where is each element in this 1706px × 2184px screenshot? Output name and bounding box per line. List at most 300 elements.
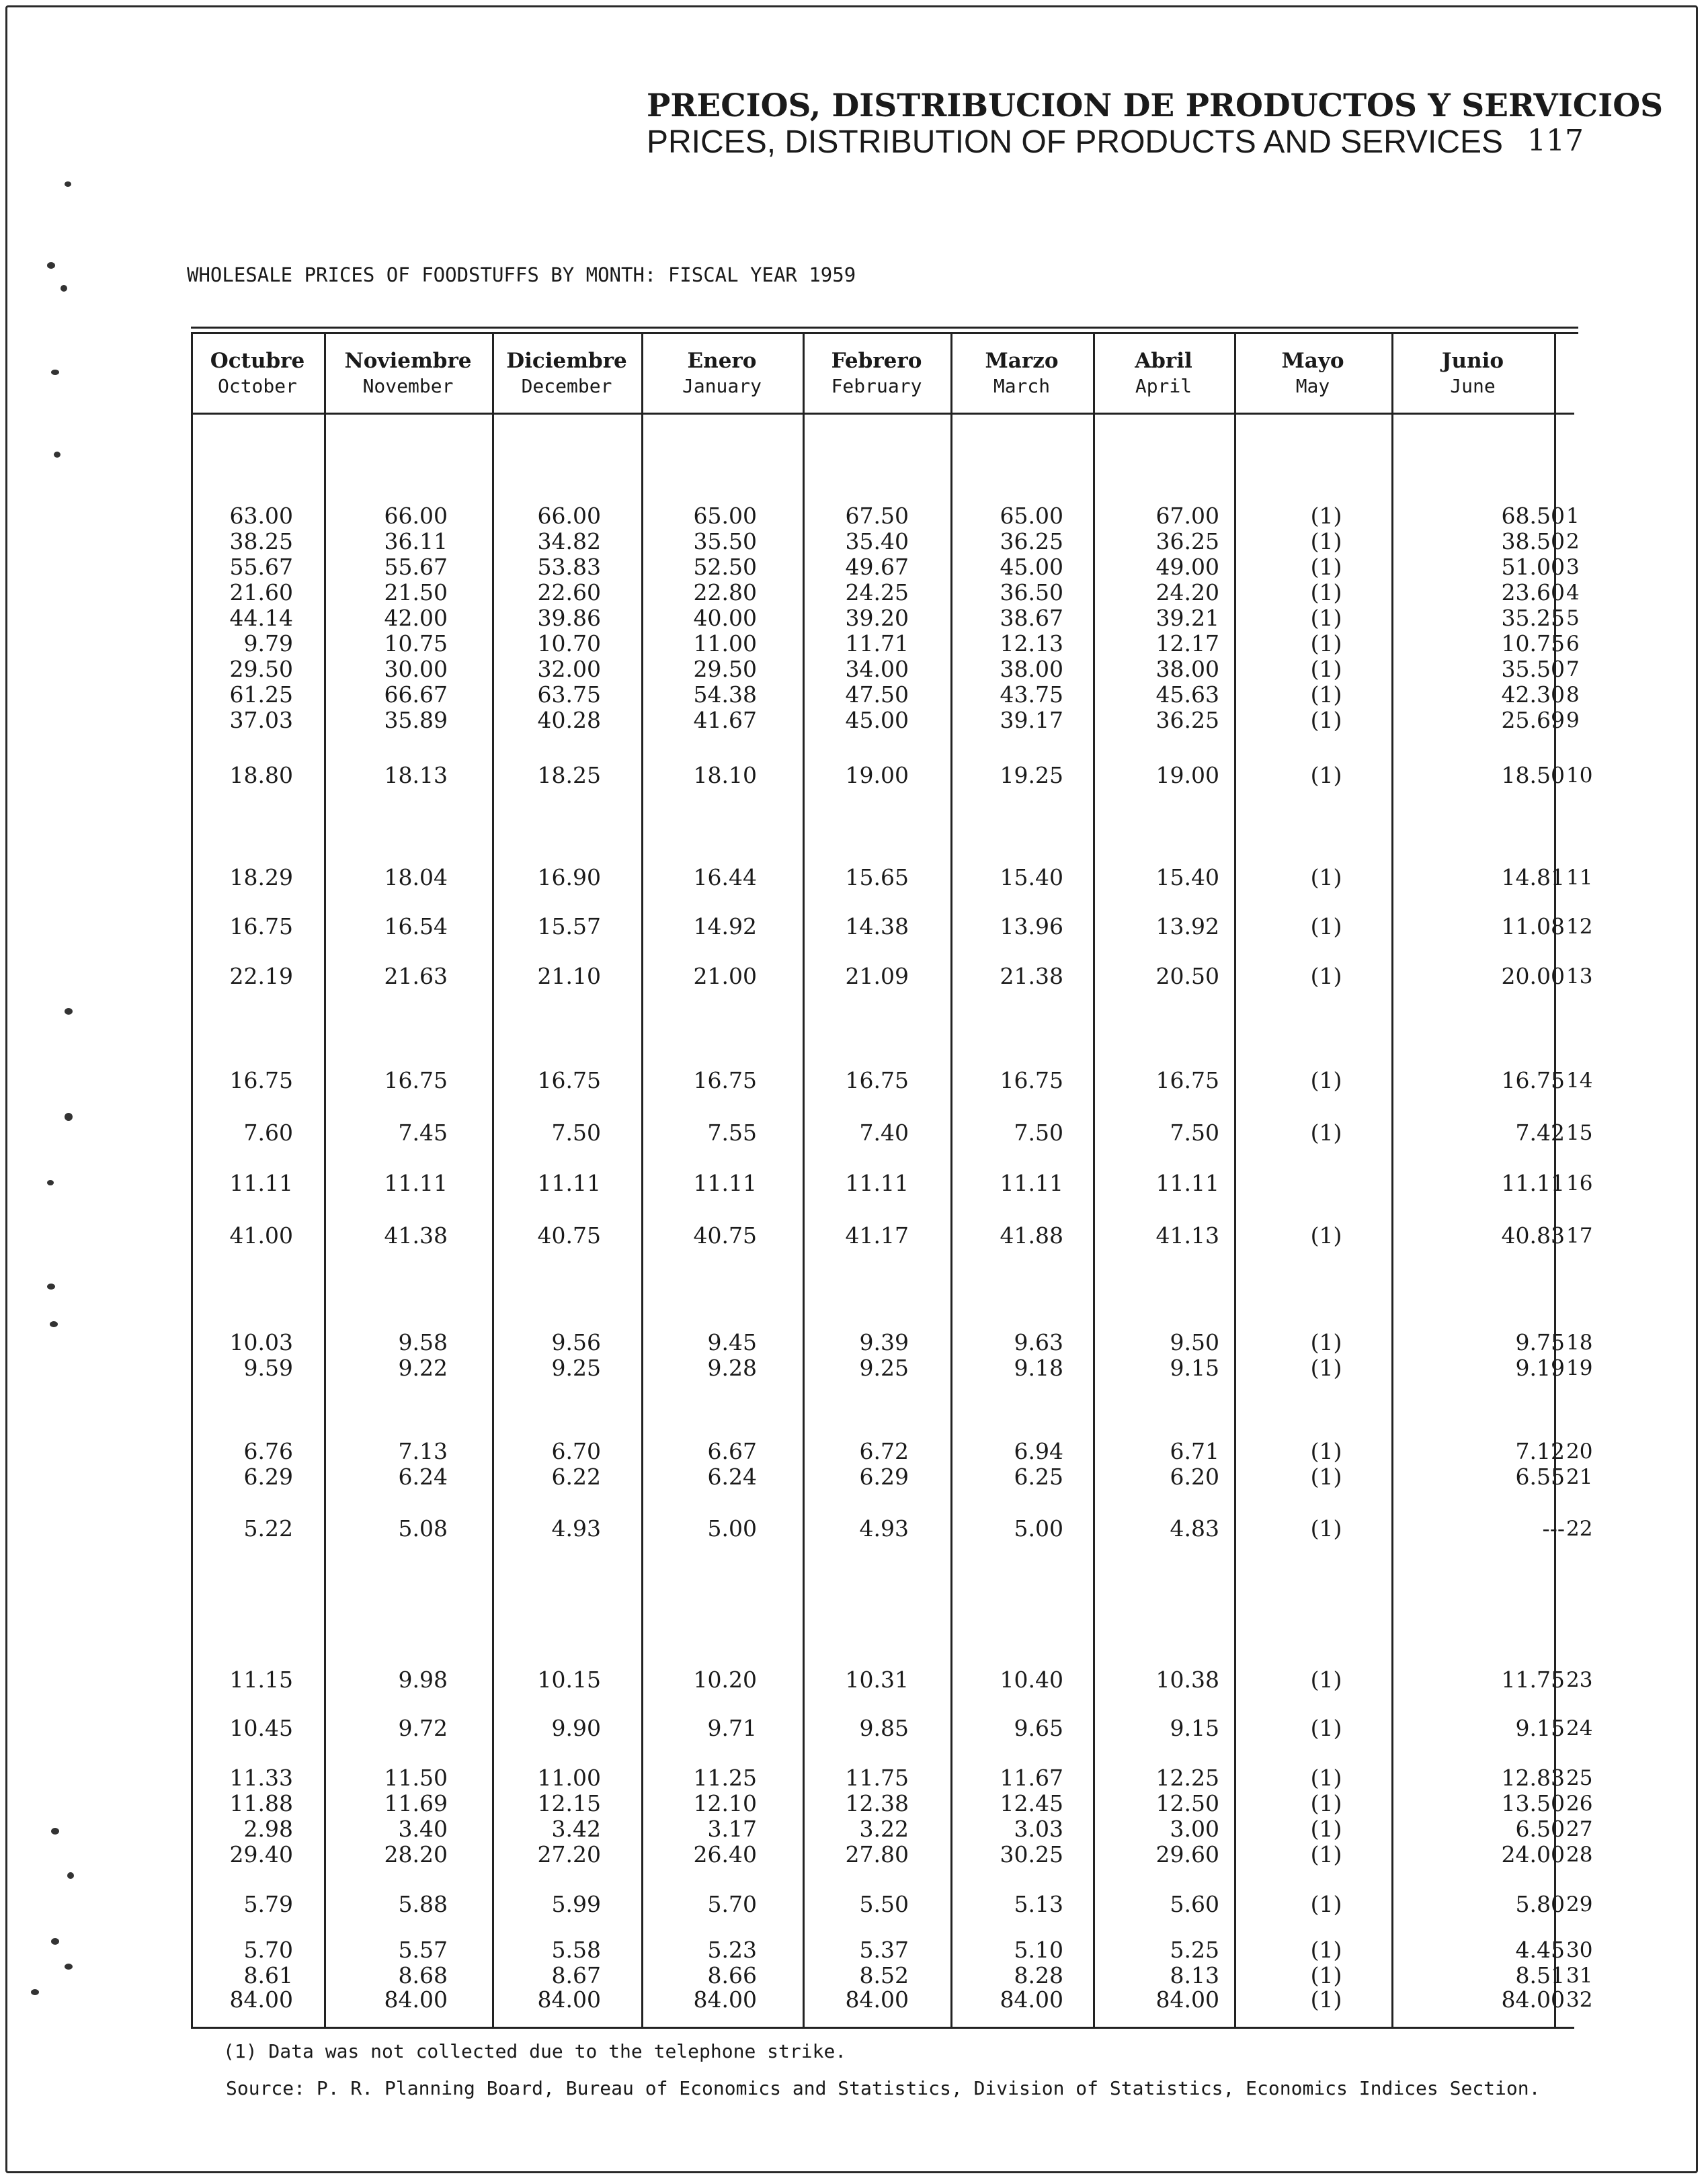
table-cell: (1) [1310, 1515, 1342, 1542]
table-cell: 11.11 [1000, 1170, 1063, 1196]
table-cell: (1) [1310, 1765, 1342, 1791]
table-cell: 8.61 [243, 1962, 293, 1988]
table-cell: 7.45 [398, 1120, 448, 1146]
table-cell: 16.90 [537, 864, 601, 890]
table-cell: 68.50 [1501, 503, 1565, 529]
table-cell: 15.65 [845, 864, 909, 890]
row-number: 27 [1566, 1817, 1593, 1841]
table-cell: 19.00 [845, 762, 909, 788]
table-cell: 9.75 [1515, 1329, 1565, 1355]
table-cell: 35.25 [1501, 605, 1565, 631]
table-cell: 11.11 [537, 1170, 601, 1196]
table-cell: 39.21 [1155, 605, 1219, 631]
table-cell: 65.00 [693, 503, 757, 529]
table-cell: 18.04 [384, 864, 448, 890]
table-cell: 41.00 [229, 1222, 293, 1249]
table-cell: 40.75 [693, 1222, 757, 1249]
table-bottom-rule [191, 2027, 1574, 2029]
table-row [0, 681, 1706, 708]
table-cell: 9.28 [707, 1355, 757, 1381]
table-cell: 7.12 [1515, 1438, 1565, 1464]
table-cell: (1) [1310, 1891, 1342, 1917]
table-cell: 32.00 [537, 656, 601, 682]
table-cell: 11.88 [229, 1790, 293, 1816]
table-cell: 10.75 [1501, 630, 1565, 657]
row-number: 2 [1566, 530, 1580, 554]
table-cell: 36.25 [1000, 528, 1063, 554]
footnote: (1) Data was not collected due to the telephone strike. [223, 2040, 847, 2062]
table-cell: 5.13 [1014, 1891, 1063, 1917]
table-cell: 10.31 [845, 1667, 909, 1693]
column-header-spanish: Junio [1441, 349, 1504, 373]
table-cell: 4.45 [1515, 1937, 1565, 1963]
table-cell: 5.50 [859, 1891, 909, 1917]
row-number: 25 [1566, 1766, 1593, 1790]
table-cell: 52.50 [693, 554, 757, 580]
table-cell: 14.81 [1501, 864, 1565, 890]
table-cell: 15.40 [1000, 864, 1063, 890]
table-cell: 21.38 [1000, 963, 1063, 989]
table-cell: 7.40 [859, 1120, 909, 1146]
table-cell: 40.00 [693, 605, 757, 631]
table-cell: (1) [1310, 1816, 1342, 1842]
table-cell: 24.20 [1155, 579, 1219, 605]
column-header-english: February [831, 374, 922, 397]
table-cell: 16.75 [229, 1067, 293, 1093]
table-cell: 6.70 [551, 1438, 601, 1464]
scan-speck [50, 1321, 58, 1327]
table-row [0, 1937, 1706, 1964]
table-cell: (1) [1310, 1841, 1342, 1867]
table-cell: 66.67 [384, 681, 448, 708]
scan-speck [47, 1180, 54, 1185]
table-cell: 9.25 [551, 1355, 601, 1381]
table-cell: 11.50 [384, 1765, 448, 1791]
table-cell: 37.03 [229, 707, 293, 733]
table-cell: 40.75 [537, 1222, 601, 1249]
table-row [0, 864, 1706, 891]
table-cell: 6.20 [1170, 1464, 1219, 1490]
table-cell: 38.00 [1000, 656, 1063, 682]
table-cell: 8.51 [1515, 1962, 1565, 1988]
column-header-spanish: Octubre [210, 349, 305, 373]
table-cell: 10.03 [229, 1329, 293, 1355]
column-header-december [492, 348, 641, 398]
table-cell: 6.55 [1515, 1464, 1565, 1490]
row-number: 13 [1566, 964, 1593, 989]
row-number: 17 [1566, 1224, 1593, 1248]
table-cell: 19.00 [1155, 762, 1219, 788]
table-row [0, 1841, 1706, 1868]
table-row [0, 503, 1706, 530]
table-cell: 36.25 [1155, 707, 1219, 733]
table-cell: 9.39 [859, 1329, 909, 1355]
table-cell: 14.92 [693, 913, 757, 939]
row-number: 12 [1566, 915, 1593, 939]
table-cell: 54.38 [693, 681, 757, 708]
table-cell: 16.44 [693, 864, 757, 890]
table-cell: 2.98 [243, 1816, 293, 1842]
table-cell: 3.22 [859, 1816, 909, 1842]
table-cell: 9.79 [243, 630, 293, 657]
scan-speck [65, 181, 71, 187]
table-cell: 11.25 [693, 1765, 757, 1791]
row-number: 8 [1566, 683, 1580, 707]
table-cell: 4.93 [551, 1515, 601, 1542]
table-cell: 13.50 [1501, 1790, 1565, 1816]
table-cell: 47.50 [845, 681, 909, 708]
table-cell: 16.54 [384, 913, 448, 939]
table-row [0, 1222, 1706, 1249]
table-cell: 67.00 [1155, 503, 1219, 529]
row-number: 6 [1566, 632, 1580, 656]
table-cell: 5.79 [243, 1891, 293, 1917]
scan-speck [67, 1872, 74, 1879]
table-cell: 11.11 [693, 1170, 757, 1196]
table-cell: (1) [1310, 1790, 1342, 1816]
table-cell: 7.60 [243, 1120, 293, 1146]
table-cell: 6.22 [551, 1464, 601, 1490]
table-cell: 9.45 [707, 1329, 757, 1355]
table-cell: 3.40 [398, 1816, 448, 1842]
table-cell: (1) [1310, 1222, 1342, 1249]
table-cell: (1) [1310, 656, 1342, 682]
table-cell: 67.50 [845, 503, 909, 529]
table-cell: 18.10 [693, 762, 757, 788]
row-number: 28 [1566, 1843, 1593, 1867]
table-cell: 5.00 [707, 1515, 757, 1542]
table-cell: 6.94 [1014, 1438, 1063, 1464]
column-header-english: November [362, 374, 454, 397]
table-cell: 5.10 [1014, 1937, 1063, 1963]
row-number: 1 [1566, 504, 1580, 528]
table-cell: 4.83 [1170, 1515, 1219, 1542]
row-number: 31 [1566, 1964, 1593, 1988]
table-cell: 5.88 [398, 1891, 448, 1917]
table-cell: 11.75 [1501, 1667, 1565, 1693]
table-cell: 22.60 [537, 579, 601, 605]
table-cell: (1) [1310, 1937, 1342, 1963]
table-cell: 20.50 [1155, 963, 1219, 989]
table-cell: 9.72 [398, 1715, 448, 1741]
table-cell: 38.67 [1000, 605, 1063, 631]
table-cell: 30.00 [384, 656, 448, 682]
table-row [0, 579, 1706, 606]
table-cell: 5.25 [1170, 1937, 1219, 1963]
table-cell: 21.60 [229, 579, 293, 605]
table-row [0, 762, 1706, 789]
table-cell: 3.00 [1170, 1816, 1219, 1842]
row-number: 32 [1566, 1988, 1593, 2012]
table-cell: 6.67 [707, 1438, 757, 1464]
table-cell: 16.75 [537, 1067, 601, 1093]
table-row [0, 1067, 1706, 1094]
table-cell: 21.09 [845, 963, 909, 989]
column-header-june [1391, 348, 1554, 398]
table-cell: 10.70 [537, 630, 601, 657]
table-cell: 11.11 [384, 1170, 448, 1196]
table-cell: 5.57 [398, 1937, 448, 1963]
table-cell: 36.50 [1000, 579, 1063, 605]
column-header-spanish: Febrero [831, 349, 922, 373]
table-cell: 41.17 [845, 1222, 909, 1249]
scan-speck [51, 1938, 59, 1945]
table-cell: 29.50 [229, 656, 293, 682]
table-cell: 44.14 [229, 605, 293, 631]
table-row [0, 707, 1706, 734]
table-cell: 8.68 [398, 1962, 448, 1988]
row-number: 4 [1566, 581, 1580, 605]
page-number: 117 [1527, 124, 1584, 158]
table-cell: 63.75 [537, 681, 601, 708]
table-cell: 9.22 [398, 1355, 448, 1381]
table-cell: 27.80 [845, 1841, 909, 1867]
table-cell: (1) [1310, 630, 1342, 657]
table-cell: (1) [1310, 554, 1342, 580]
column-header-english: January [682, 374, 762, 397]
table-cell: 16.75 [693, 1067, 757, 1093]
table-cell: 8.66 [707, 1962, 757, 1988]
table-cell: 66.00 [384, 503, 448, 529]
table-cell: 49.00 [1155, 554, 1219, 580]
table-cell: (1) [1310, 1067, 1342, 1093]
table-cell: 3.42 [551, 1816, 601, 1842]
table-cell: 12.25 [1155, 1765, 1219, 1791]
table-cell: 5.80 [1515, 1891, 1565, 1917]
table-cell: 39.20 [845, 605, 909, 631]
table-cell: 12.15 [537, 1790, 601, 1816]
table-cell: 5.22 [243, 1515, 293, 1542]
table-top-rule [191, 327, 1578, 329]
table-cell: 15.40 [1155, 864, 1219, 890]
table-cell: (1) [1310, 579, 1342, 605]
table-cell: 5.58 [551, 1937, 601, 1963]
row-number: 29 [1566, 1892, 1593, 1917]
table-cell: 5.37 [859, 1937, 909, 1963]
table-cell: 9.59 [243, 1355, 293, 1381]
table-cell: 6.71 [1170, 1438, 1219, 1464]
table-cell: (1) [1310, 1715, 1342, 1741]
table-cell: 55.67 [384, 554, 448, 580]
table-cell: 43.75 [1000, 681, 1063, 708]
scan-speck [51, 370, 59, 375]
scan-speck [31, 1989, 39, 1995]
table-cell: (1) [1310, 1464, 1342, 1490]
table-cell: 11.71 [845, 630, 909, 657]
table-row [0, 1329, 1706, 1356]
table-cell: 51.00 [1501, 554, 1565, 580]
row-number: 30 [1566, 1938, 1593, 1962]
table-cell: 84.00 [229, 1986, 293, 2013]
table-cell: 4.93 [859, 1515, 909, 1542]
row-number: 23 [1566, 1668, 1593, 1692]
table-header-rule [191, 413, 1574, 415]
table-cell: 11.11 [1155, 1170, 1219, 1196]
table-cell: (1) [1310, 1962, 1342, 1988]
row-number: 15 [1566, 1121, 1593, 1145]
table-cell: 11.11 [229, 1170, 293, 1196]
table-cell: 65.00 [1000, 503, 1063, 529]
table-cell: 10.45 [229, 1715, 293, 1741]
table-cell: 21.50 [384, 579, 448, 605]
table-cell: 61.25 [229, 681, 293, 708]
table-cell: 7.50 [1170, 1120, 1219, 1146]
source-note: Source: P. R. Planning Board, Bureau of Economics and Statistics, Division of Statistics, Economics Indices Section. [226, 2077, 1541, 2099]
table-cell: 21.00 [693, 963, 757, 989]
scan-speck [60, 285, 67, 292]
table-cell: 38.25 [229, 528, 293, 554]
column-header-english: June [1450, 374, 1496, 397]
table-cell: (1) [1310, 913, 1342, 939]
table-row [0, 630, 1706, 657]
column-header-english: May [1295, 374, 1330, 397]
row-number: 26 [1566, 1792, 1593, 1816]
table-cell: 9.56 [551, 1329, 601, 1355]
table-cell: 6.24 [707, 1464, 757, 1490]
header-title-english: PRICES, DISTRIBUTION OF PRODUCTS AND SERVICES [647, 124, 1503, 160]
table-cell: 22.80 [693, 579, 757, 605]
table-cell: (1) [1310, 963, 1342, 989]
scan-speck [54, 452, 60, 458]
table-cell: 26.40 [693, 1841, 757, 1867]
table-cell: 36.11 [384, 528, 448, 554]
table-row [0, 1790, 1706, 1817]
table-row [0, 1891, 1706, 1918]
table-cell: 5.00 [1014, 1515, 1063, 1542]
table-cell: 11.11 [1501, 1170, 1565, 1196]
table-row [0, 1355, 1706, 1382]
row-number: 14 [1566, 1068, 1593, 1093]
table-cell: 53.83 [537, 554, 601, 580]
table-cell: 18.80 [229, 762, 293, 788]
scan-speck [47, 262, 55, 269]
table-cell: 6.29 [243, 1464, 293, 1490]
table-cell: 11.00 [537, 1765, 601, 1791]
table-cell: 63.00 [229, 503, 293, 529]
table-cell: 12.17 [1155, 630, 1219, 657]
table-cell: 45.00 [1000, 554, 1063, 580]
row-number: 18 [1566, 1331, 1593, 1355]
table-cell: 10.15 [537, 1667, 601, 1693]
table-cell: 66.00 [537, 503, 601, 529]
table-cell: 14.38 [845, 913, 909, 939]
table-cell: 84.00 [1000, 1986, 1063, 2013]
table-cell: 5.70 [243, 1937, 293, 1963]
table-cell: 8.13 [1170, 1962, 1219, 1988]
table-cell: 9.65 [1014, 1715, 1063, 1741]
table-row [0, 1120, 1706, 1146]
table-cell: 41.67 [693, 707, 757, 733]
table-cell: 9.18 [1014, 1355, 1063, 1381]
table-row [0, 963, 1706, 990]
table-cell: 11.67 [1000, 1765, 1063, 1791]
table-cell: 11.33 [229, 1765, 293, 1791]
table-cell: 6.76 [243, 1438, 293, 1464]
table-cell: 5.08 [398, 1515, 448, 1542]
table-cell: 35.50 [693, 528, 757, 554]
table-cell: (1) [1310, 528, 1342, 554]
table-cell: 35.50 [1501, 656, 1565, 682]
column-header-spanish: Mayo [1281, 349, 1344, 373]
table-cell: 25.69 [1501, 707, 1565, 733]
table-row [0, 1464, 1706, 1490]
table-cell: 18.13 [384, 762, 448, 788]
scan-speck [47, 1284, 55, 1290]
table-cell: 18.29 [229, 864, 293, 890]
table-cell: 34.82 [537, 528, 601, 554]
table-cell: 84.00 [693, 1986, 757, 2013]
table-cell: 7.13 [398, 1438, 448, 1464]
row-number: 19 [1566, 1356, 1593, 1380]
table-cell: 49.67 [845, 554, 909, 580]
table-cell: 12.38 [845, 1790, 909, 1816]
table-cell: (1) [1310, 707, 1342, 733]
row-number: 10 [1566, 763, 1593, 788]
row-number: 22 [1566, 1517, 1593, 1541]
table-cell: 35.89 [384, 707, 448, 733]
table-row [0, 1667, 1706, 1693]
column-header-english: April [1135, 374, 1192, 397]
table-cell: 7.50 [551, 1120, 601, 1146]
table-cell: 13.92 [1155, 913, 1219, 939]
table-cell: 34.00 [845, 656, 909, 682]
scan-speck [65, 1964, 73, 1970]
table-cell: 29.40 [229, 1841, 293, 1867]
table-cell: (1) [1310, 681, 1342, 708]
table-row [0, 1515, 1706, 1542]
row-number: 7 [1566, 657, 1580, 681]
table-cell: 45.00 [845, 707, 909, 733]
scan-speck [51, 1828, 59, 1835]
column-header-spanish: Enero [687, 349, 757, 373]
table-cell: 9.15 [1170, 1715, 1219, 1741]
column-header-english: December [521, 374, 612, 397]
table-cell: 16.75 [1501, 1067, 1565, 1093]
table-cell: 27.20 [537, 1841, 601, 1867]
table-cell: (1) [1310, 1355, 1342, 1381]
table-cell: 42.30 [1501, 681, 1565, 708]
table-cell: 39.17 [1000, 707, 1063, 733]
table-cell: 40.28 [537, 707, 601, 733]
table-cell: 3.17 [707, 1816, 757, 1842]
table-cell: 7.50 [1014, 1120, 1063, 1146]
table-cell: 41.88 [1000, 1222, 1063, 1249]
table-cell: 21.63 [384, 963, 448, 989]
table-cell: 10.20 [693, 1667, 757, 1693]
table-top-rule-inner [191, 332, 1578, 334]
table-row [0, 1438, 1706, 1465]
table-cell: 23.60 [1501, 579, 1565, 605]
table-row [0, 1962, 1706, 1989]
table-cell: 7.55 [707, 1120, 757, 1146]
table-cell: 8.67 [551, 1962, 601, 1988]
table-cell: 11.75 [845, 1765, 909, 1791]
table-cell: 15.57 [537, 913, 601, 939]
column-header-february [803, 348, 950, 398]
table-cell: 20.00 [1501, 963, 1565, 989]
table-row [0, 1986, 1706, 2013]
table-cell: 3.03 [1014, 1816, 1063, 1842]
table-cell: (1) [1310, 762, 1342, 788]
row-number: 20 [1566, 1439, 1593, 1464]
table-cell: 84.00 [1501, 1986, 1565, 2013]
table-cell: 24.00 [1501, 1841, 1565, 1867]
table-cell: 45.63 [1155, 681, 1219, 708]
table-cell: 84.00 [1155, 1986, 1219, 2013]
table-cell: 7.42 [1515, 1120, 1565, 1146]
table-title: WHOLESALE PRICES OF FOODSTUFFS BY MONTH: FISCAL YEAR 1959 [187, 263, 856, 286]
column-header-spanish: Noviembre [344, 349, 472, 373]
